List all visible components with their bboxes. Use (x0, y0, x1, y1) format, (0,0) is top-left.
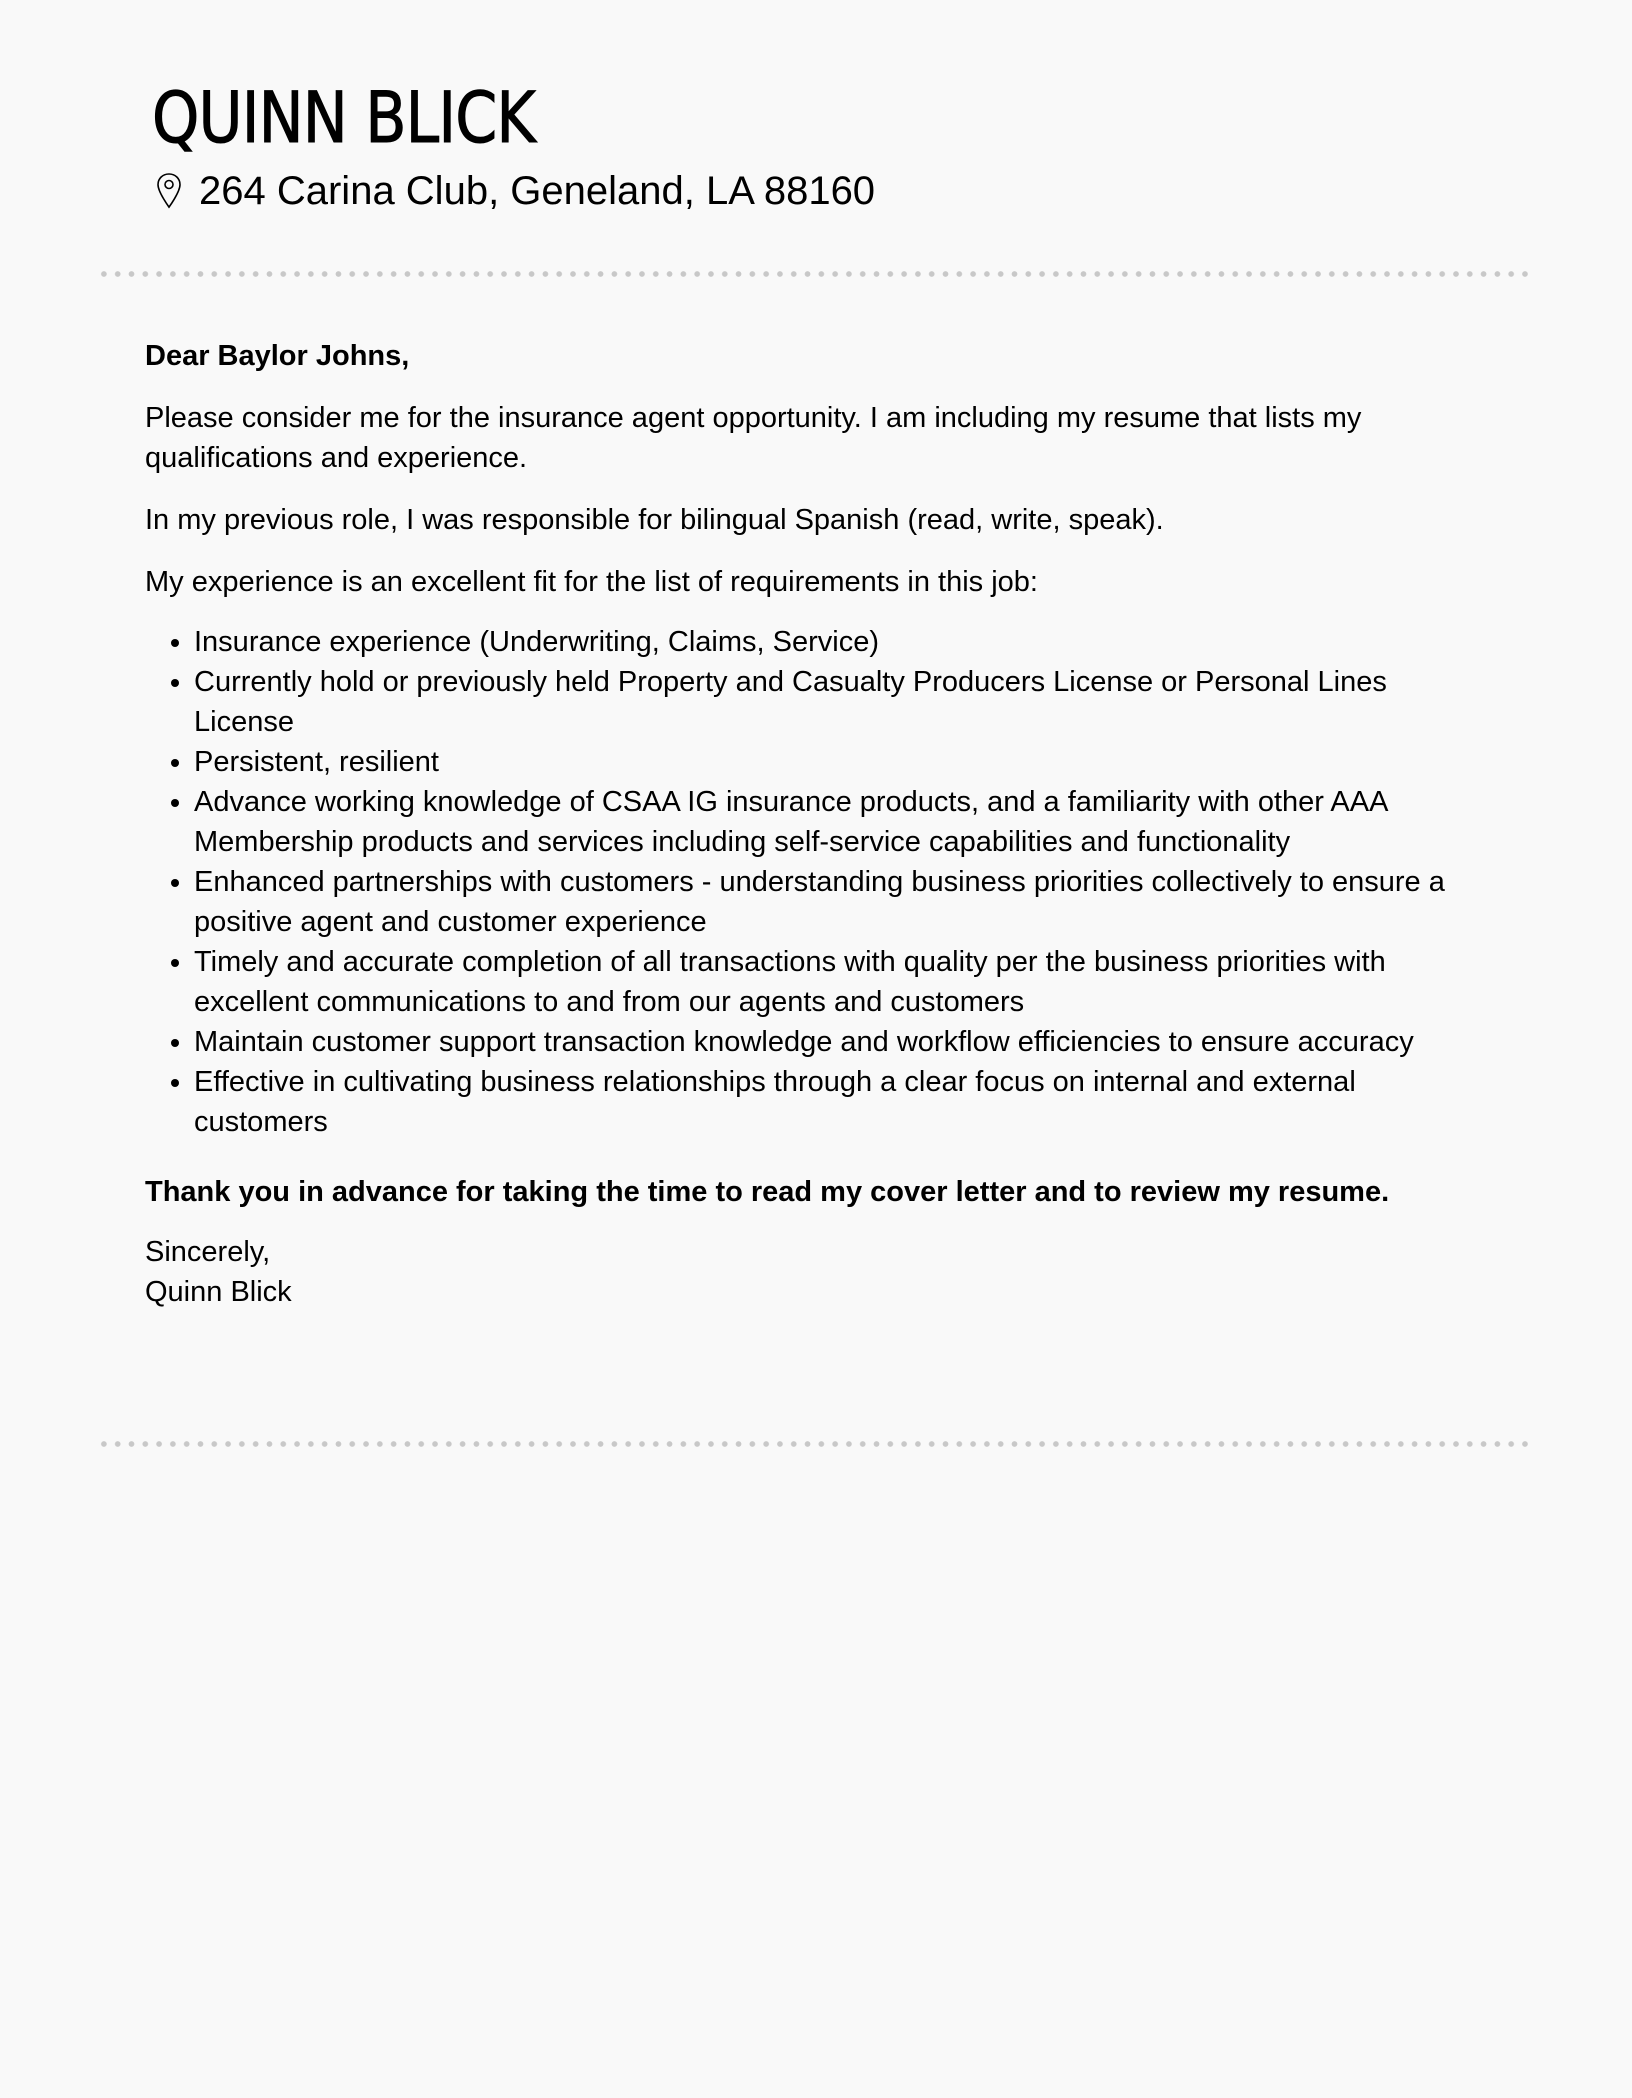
greeting: Dear Baylor Johns, (145, 340, 410, 372)
list-item: • Enhanced partnerships with customers - understanding business priorities collectively to ensure a positive agent and customer experience (194, 862, 1485, 942)
sign-off: Sincerely, (145, 1236, 271, 1268)
signature: Quinn Blick (145, 1276, 292, 1308)
letter-body (145, 336, 1485, 1312)
address-text: 264 Carina Club, Geneland, LA 88160 (199, 169, 876, 213)
map-pin-icon (155, 172, 183, 210)
list-item: • Timely and accurate completion of all transactions with quality per the business priorities with excellent communications to and from our agents and customers (194, 942, 1485, 1022)
paragraph: Please consider me for the insurance agent opportunity. I am including my resume that lists my qualifications and experience. (145, 402, 1362, 474)
list-item: • Currently hold or previously held Property and Casualty Producers License or Personal Lines License (194, 662, 1485, 742)
list-item: • Maintain customer support transaction knowledge and workflow efficiencies to ensure accuracy (194, 1022, 1485, 1062)
list-item: • Effective in cultivating business relationships through a clear focus on internal and external customers (194, 1062, 1485, 1142)
paragraph: In my previous role, I was responsible for bilingual Spanish (read, write, speak). (145, 504, 1164, 536)
divider-top (97, 271, 1533, 277)
address-line (155, 166, 875, 216)
requirements-list (145, 622, 1485, 1142)
paragraph: My experience is an excellent fit for the list of requirements in this job: (145, 566, 1038, 598)
list-item: • Advance working knowledge of CSAA IG insurance products, and a familiarity with other AAA Membership products and services including self-service capabilities and functionality (194, 782, 1485, 862)
divider-bottom (97, 1441, 1533, 1447)
closing-statement: Thank you in advance for taking the time to read my cover letter and to review my resume. (145, 1176, 1390, 1208)
applicant-name: QUINN BLICK (152, 77, 536, 159)
list-item: • Persistent, resilient (194, 742, 1485, 782)
list-item: • Insurance experience (Underwriting, Claims, Service) (194, 622, 1485, 662)
